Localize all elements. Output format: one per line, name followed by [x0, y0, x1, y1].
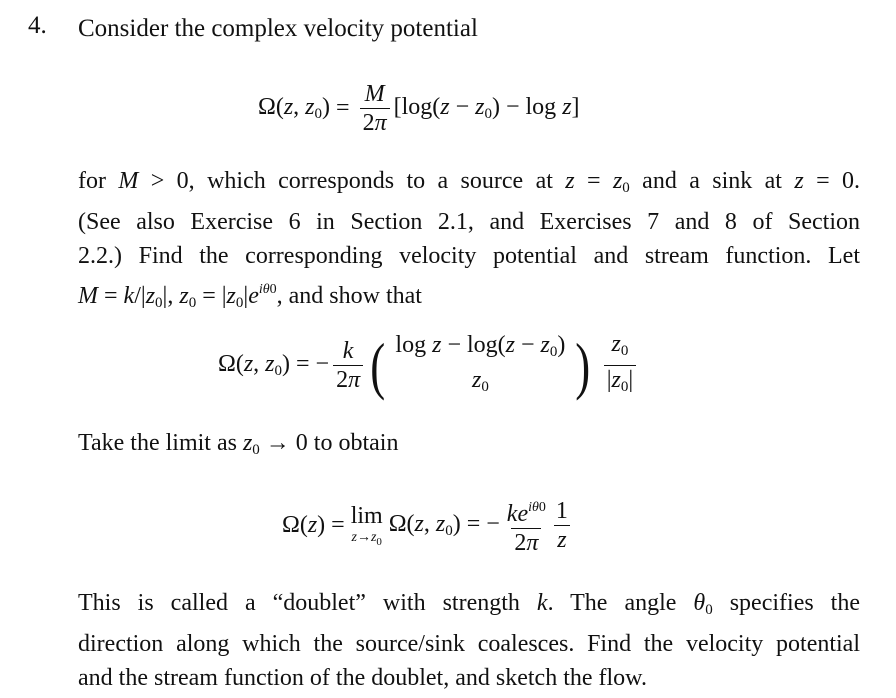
- eq2-den3: $|z_0|$: [604, 365, 636, 401]
- eq2-den2: $z_0$: [471, 366, 489, 395]
- exercise-intro: Consider the complex velocity potential: [78, 15, 478, 42]
- eq2-fraction-2: [392, 331, 568, 401]
- equation-1: [258, 80, 580, 137]
- eq3-mid: Ω(z, $z_0$) = −: [388, 511, 500, 539]
- exercise-number: 4.: [28, 12, 47, 39]
- eq1-rest: $[\log(z - z_0) - \log z]$: [393, 94, 580, 122]
- para3-line-3: and the stream function of the doublet, and sketch the flow.: [78, 665, 647, 691]
- eq3-den2: z: [554, 525, 569, 554]
- eq3-fraction-2: [553, 497, 571, 554]
- eq2-num3: $z_0$: [611, 331, 629, 359]
- para1-line-3: 2.2.) Find the corresponding velocity potential and stream function. Let: [78, 243, 860, 269]
- eq2-num1: k: [342, 338, 354, 364]
- para1-line-1: for M > 0, which corresponds to a source at $z = z_0$ and a sink at z = 0.: [78, 168, 860, 196]
- eq2-left-paren: (: [370, 329, 386, 401]
- eq2-num2: $\log z - \log(z - z_0)$: [395, 331, 566, 360]
- eq3-limit: [351, 502, 383, 550]
- eq2-fraction-1: [333, 337, 363, 394]
- equation-3: [282, 494, 575, 557]
- eq3-num2: 1: [555, 498, 568, 524]
- paragraph-2: Take the limit as $z_0 \to 0$ to obtain: [78, 430, 399, 458]
- paragraph-3: [78, 586, 860, 695]
- eq2-lhs: Ω(z, $z_0$) = −: [218, 351, 330, 379]
- paragraph-1: [78, 164, 860, 320]
- eq3-lim-word: lim: [350, 502, 383, 529]
- eq1-equals: =: [336, 95, 350, 121]
- para3-line-2: direction along which the source/sink coalesces. Find the velocity potential: [78, 631, 860, 657]
- eq3-fraction-1: [504, 494, 549, 557]
- para3-line-1: This is called a “doublet” with strength k. The angle $\theta_0$ specifies the: [78, 590, 861, 618]
- eq1-denominator: 2π: [360, 108, 390, 137]
- eq2-right-paren: ): [575, 329, 591, 401]
- eq1-lhs: Ω(z, $z_0$): [258, 94, 331, 122]
- eq3-lim-under: $z\to z_0$: [351, 529, 382, 548]
- eq2-fraction-3: [604, 330, 636, 401]
- eq1-fraction: [360, 80, 390, 137]
- eq3-num1: $ke^{i\theta 0}$: [506, 500, 546, 527]
- equation-2: [218, 330, 640, 401]
- eq1-numerator: M: [364, 81, 385, 107]
- para1-line-2: (See also Exercise 6 in Section 2.1, and Exercises 7 and 8 of Section: [78, 209, 860, 235]
- eq3-den1: 2π: [511, 528, 541, 557]
- para1-line-4: $M = k/|z_0|$, $z_0 = |z_0|e^{i\theta 0}$, and show that: [78, 282, 422, 311]
- eq3-lhs: Ω(z) =: [282, 512, 345, 538]
- eq2-den1: 2π: [333, 365, 363, 394]
